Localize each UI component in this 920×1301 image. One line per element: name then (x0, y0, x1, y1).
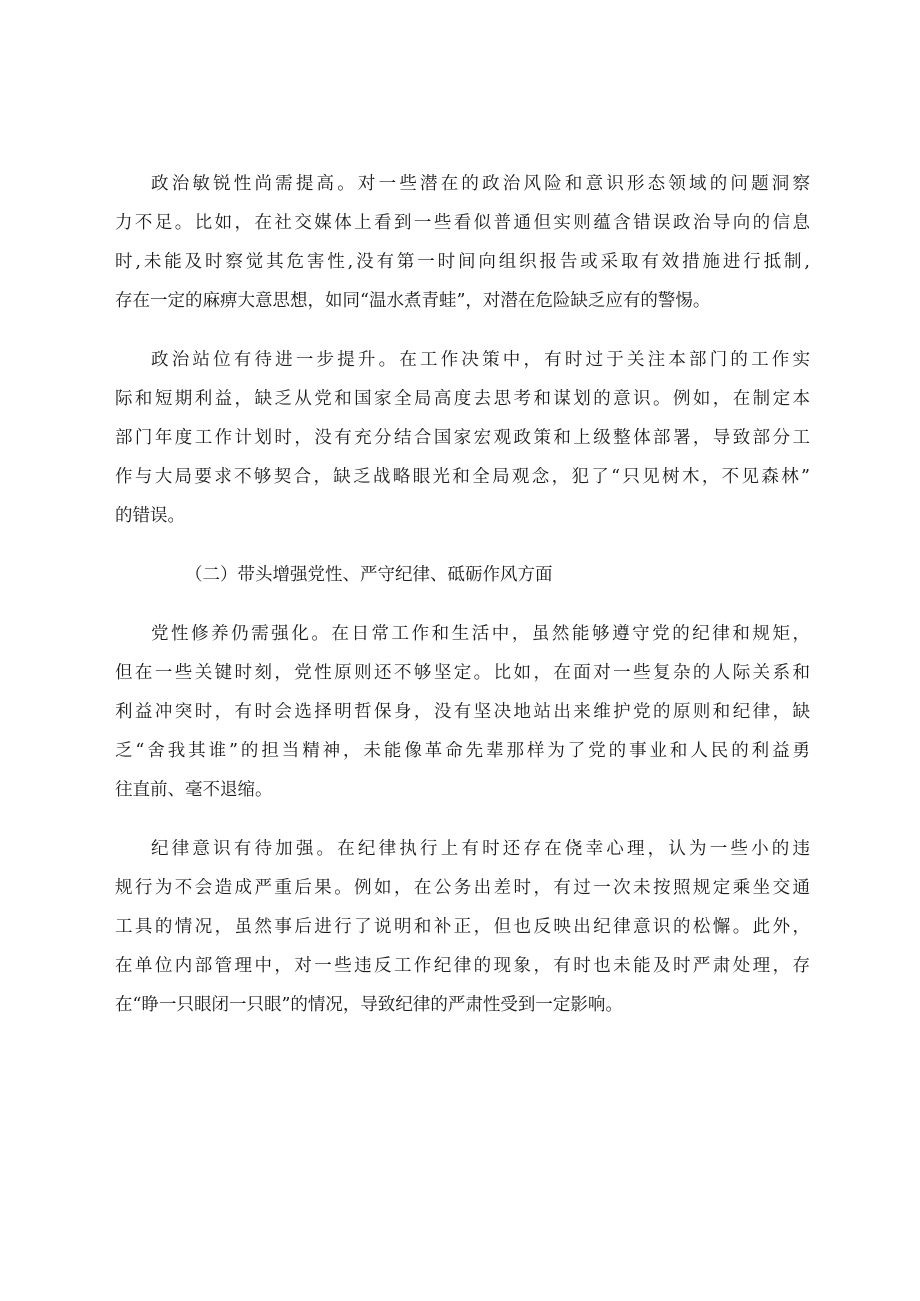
paragraph-line: 利益冲突时，有时会选择明哲保身，没有坚决地站出来维护党的原则和纪律，缺 (115, 702, 810, 722)
document-body (115, 165, 810, 1025)
paragraph-line: 际和短期利益，缺乏从党和国家全局高度去思考和谋划的意识。例如，在制定本 (115, 389, 810, 409)
paragraph-line: 在“睁一只眼闭一只眼”的情况，导致纪律的严肃性受到一定影响。 (115, 995, 623, 1015)
section-heading: （二）带头增强党性、严守纪律、砥砺作风方面 (185, 565, 553, 585)
paragraph-line: 在单位内部管理中，对一些违反工作纪律的现象，有时也未能及时严肃处理，存 (115, 956, 810, 976)
paragraph-line: 力不足。比如，在社交媒体上看到一些看似普通但实则蕴含错误政治导向的信息 (115, 213, 810, 233)
paragraph-discipline (115, 830, 810, 1025)
paragraph-line: 往直前、毫不退缩。 (115, 780, 273, 800)
paragraph-line: 纪律意识有待加强。在纪律执行上有时还存在侥幸心理，认为一些小的违 (151, 839, 810, 859)
paragraph-line: 规行为不会造成严重后果。例如，在公务出差时，有过一次未按照规定乘坐交通 (115, 878, 810, 898)
paragraph-line: 政治站位有待进一步提升。在工作决策中，有时过于关注本部门的工作实 (151, 350, 810, 370)
paragraph-line: 部门年度工作计划时，没有充分结合国家宏观政策和上级整体部署，导致部分工 (115, 428, 810, 448)
paragraph-party-spirit (115, 615, 810, 810)
paragraph-line: 时,未能及时察觉其危害性,没有第一时间向组织报告或采取有效措施进行抵制, (115, 252, 810, 272)
paragraph-line: 工具的情况，虽然事后进行了说明和补正，但也反映出纪律意识的松懈。此外， (115, 917, 810, 937)
paragraph-line: 乏“舍我其谁”的担当精神，未能像革命先辈那样为了党的事业和人民的利益勇 (115, 741, 810, 761)
paragraph-line: 作与大局要求不够契合，缺乏战略眼光和全局观念，犯了“只见树木，不见森林” (115, 467, 810, 487)
paragraph-line: 政治敏锐性尚需提高。对一些潜在的政治风险和意识形态领域的问题洞察 (151, 174, 810, 194)
paragraph-political-stance (115, 341, 810, 536)
paragraph-line: 但在一些关键时刻，党性原则还不够坚定。比如，在面对一些复杂的人际关系和 (115, 663, 810, 683)
paragraph-line: 的错误。 (115, 506, 185, 526)
paragraph-political-sensitivity (115, 165, 810, 321)
paragraph-line: 存在一定的麻痹大意思想，如同“温水煮青蛙”，对潜在危险缺乏应有的警惕。 (115, 291, 711, 311)
paragraph-line: 党性修养仍需强化。在日常工作和生活中，虽然能够遵守党的纪律和规矩， (151, 624, 810, 644)
